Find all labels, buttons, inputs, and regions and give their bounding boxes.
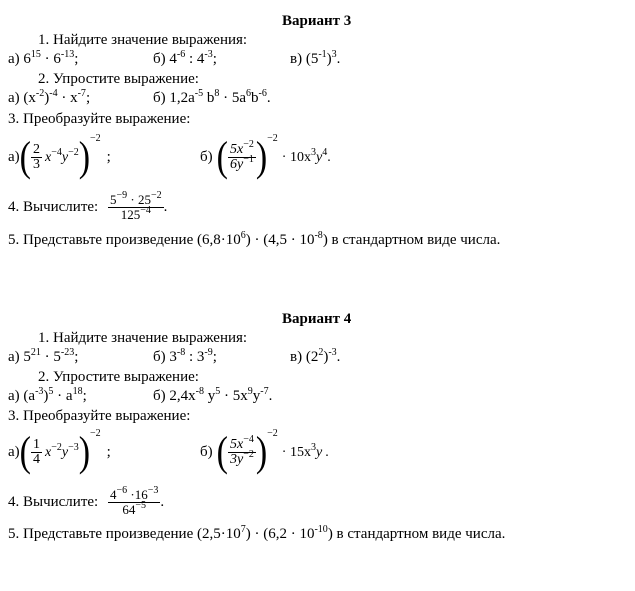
task-3a: а)( $\frac{1}{4}$ $x^{-2}y^{-3})^{-2}$; — [8, 428, 111, 476]
task-4: 4. Вычислите: $\frac{5^{-9} \cdot 25^{-2}}{125^{-4}}$ . — [8, 190, 168, 223]
task-5: 5. Представьте произведение $(6,8\cdot 10^6) \cdot (4,5 \cdot 10^{-8})$ в стандартном виде числа. — [8, 230, 501, 248]
task-3b: б) ( $\frac{5x^{-4}}{3y^{-2}}$ )$^{-2}\cdot 15x^3y$ . — [200, 428, 329, 476]
task-2b: б) $2,4x^{-8}$ $y^5 \cdot 5x^9y^{-7}$. — [153, 386, 273, 404]
task-3a: а)( $\frac{2}{3}$ $x^{-4}y^{-2})^{-2}$; — [8, 133, 111, 181]
task-5: 5. Представьте произведение $(2,5\cdot 10^7) \cdot (6,2 \cdot 10^{-10})$ в стандартном виде числа. — [8, 524, 506, 542]
task-1b: б) $3^{-8}$ : $3^{-9}$; — [153, 347, 217, 365]
variant-4-title: Вариант 4 — [282, 311, 352, 327]
task-1a: а) $5^{21} \cdot 5^{-23}$; — [8, 347, 79, 365]
task-2a: а) $(x^{-2})^{-4} \cdot x^{-7}$; — [8, 88, 91, 106]
task-3-heading: 3. Преобразуйте выражение: — [8, 111, 191, 127]
task-1-heading: 1. Найдите значение выражения: — [38, 330, 248, 346]
task-2-heading: 2. Упростите выражение: — [38, 71, 199, 87]
task-2a: а) $(a^{-3})^5 \cdot a^{18}$; — [8, 386, 87, 404]
task-1b: б) $4^{-6}$ : $4^{-3}$; — [153, 49, 217, 67]
task-1c: в) $(5^{-1})^3$. — [290, 49, 341, 67]
task-1c: в) $(2^2)^{-3}$. — [290, 347, 341, 365]
task-3-heading: 3. Преобразуйте выражение: — [8, 408, 191, 424]
task-2-heading: 2. Упростите выражение: — [38, 369, 199, 385]
task-1a: а) $6^{15} \cdot 6^{-13}$; — [8, 49, 79, 67]
variant-3-title: Вариант 3 — [282, 13, 352, 29]
task-2b: б) $1,2a^{-5}$ $b^8 \cdot 5a^6b^{-6}$. — [153, 88, 271, 106]
task-3b: б) ( $\frac{5x^{-2}}{6y^{-1}}$ )$^{-2}\cdot 10x^3y^4$. — [200, 133, 331, 181]
task-1-heading: 1. Найдите значение выражения: — [38, 32, 248, 48]
task-4: 4. Вычислите: $\frac{4^{-6} \cdot 16^{-3}}{64^{-5}}$ . — [8, 485, 165, 518]
